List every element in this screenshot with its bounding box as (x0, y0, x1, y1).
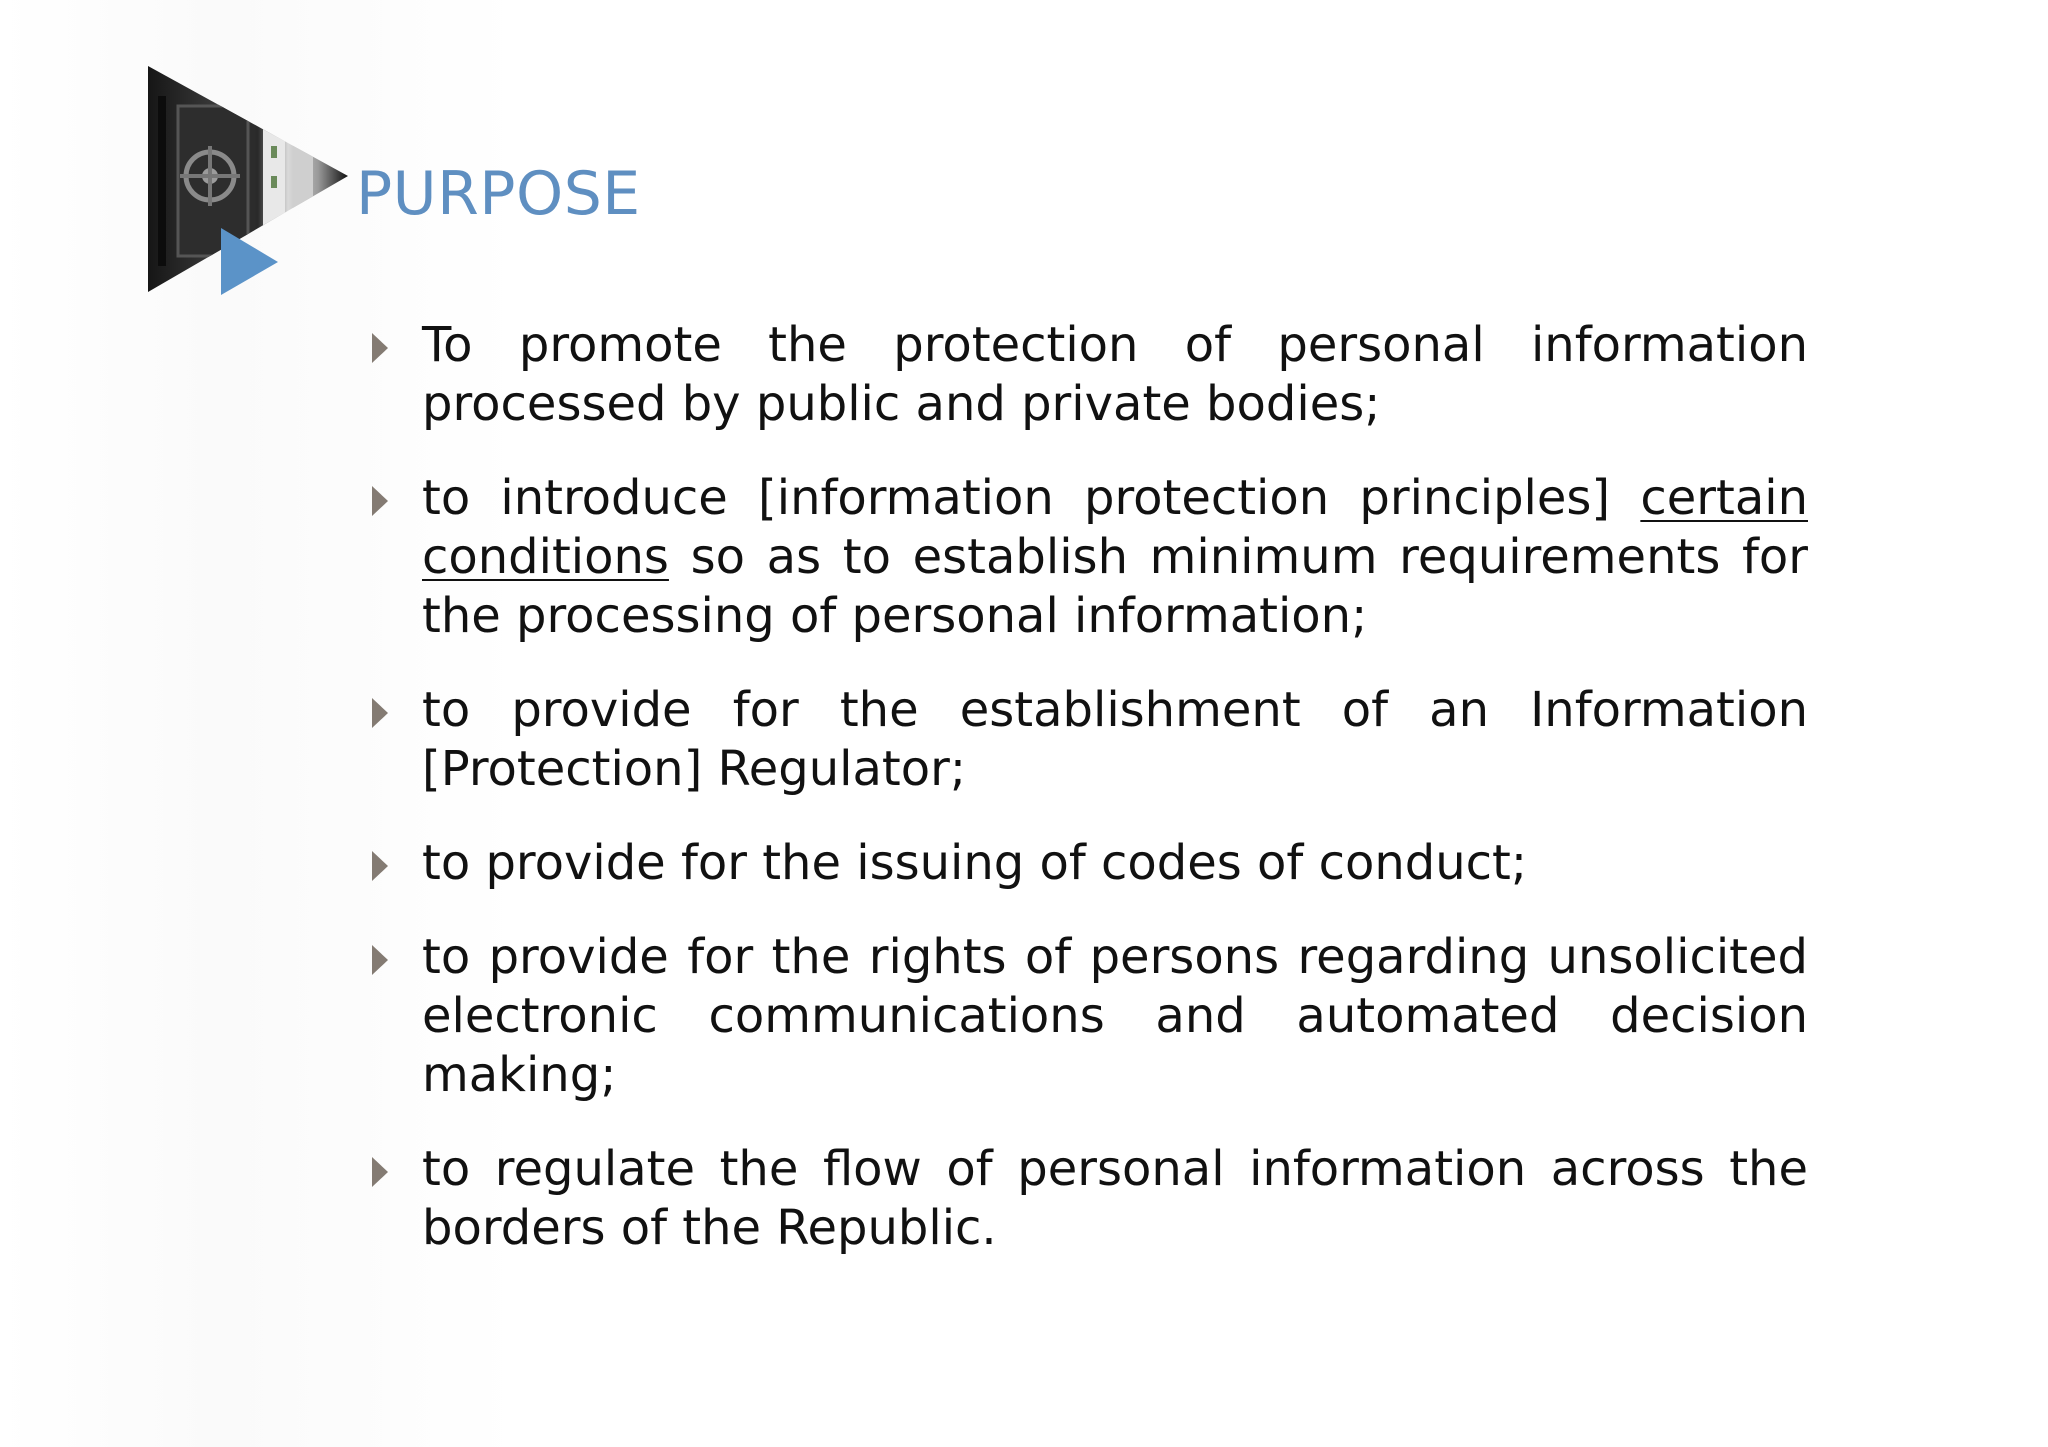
bullet-item (372, 928, 1808, 1105)
purpose-bullet-list (372, 316, 1808, 1293)
bullet-text: to provide for the issuing of codes of conduct; (422, 835, 1528, 891)
bullet-text: To promote the protection of personal information processed by public and private bodies; (422, 317, 1808, 432)
triangle-bullet-icon (372, 698, 388, 728)
bullet-item (372, 316, 1808, 434)
triangle-bullet-icon (372, 486, 388, 516)
vault-door-arrow-logo-icon (148, 66, 358, 298)
bullet-text-before: to introduce [information protection principles] (422, 470, 1641, 526)
bullet-text: to regulate the flow of personal information across the borders of the Republic. (422, 1141, 1808, 1256)
triangle-bullet-icon (372, 945, 388, 975)
triangle-bullet-icon (372, 333, 388, 363)
bullet-item (372, 681, 1808, 799)
triangle-bullet-icon (372, 851, 388, 881)
bullet-text: to provide for the rights of persons regarding unsolicited electronic communications and automated decision making; (422, 929, 1808, 1103)
bullet-item (372, 834, 1808, 893)
slide-title: PURPOSE (356, 159, 641, 229)
underlined-text: certain conditions (422, 470, 1808, 585)
bullet-text: to provide for the establishment of an Information [Protection] Regulator; (422, 682, 1808, 797)
bullet-text-after: so as to establish minimum requirements for the processing of personal information; (422, 529, 1808, 644)
bullet-item (372, 1140, 1808, 1258)
bullet-item (372, 469, 1808, 646)
triangle-bullet-icon (372, 1157, 388, 1187)
